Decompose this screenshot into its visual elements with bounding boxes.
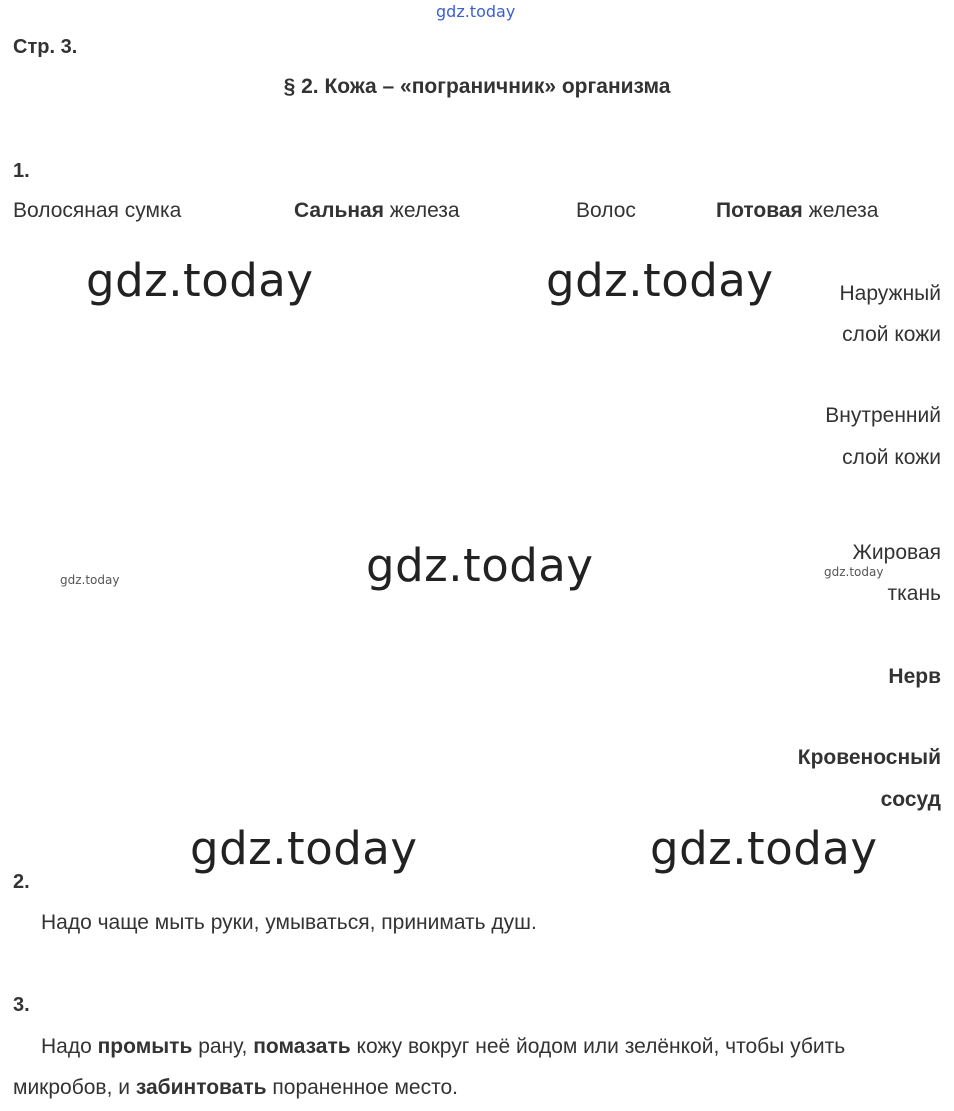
watermark-large: gdz.today — [366, 539, 594, 592]
text: кожу вокруг неё йодом или зелёнкой, чтобы убить — [350, 1035, 846, 1058]
label-outer-layer-2: слой кожи — [842, 323, 941, 346]
task-2-answer: Надо чаще мыть руки, умываться, принимать душ. — [41, 911, 537, 934]
task-3-number: 3. — [13, 994, 30, 1016]
text: Надо — [41, 1035, 98, 1058]
watermark-large: gdz.today — [86, 254, 314, 307]
text: пораненное место. — [266, 1076, 458, 1099]
label-sebaceous-rest: железа — [383, 199, 460, 222]
label-nerve: Нерв — [888, 665, 941, 688]
label-inner-layer-2: слой кожи — [842, 446, 941, 469]
watermark-large: gdz.today — [190, 822, 418, 875]
emphasis: забинтовать — [135, 1076, 267, 1099]
label-fat-tissue-1: Жировая — [852, 541, 941, 564]
page-reference: Стр. 3. — [13, 36, 78, 58]
label-blood-vessel-2: сосуд — [880, 788, 941, 811]
label-sweat-gland — [716, 199, 878, 223]
watermark-large: gdz.today — [546, 254, 774, 307]
text: рану, — [192, 1035, 254, 1058]
label-sebaceous-gland — [294, 199, 460, 223]
emphasis: помазать — [253, 1035, 351, 1058]
label-sebaceous-bold: Сальная — [294, 199, 384, 222]
label-fat-tissue-2: ткань — [887, 582, 941, 605]
text: микробов, и — [13, 1076, 136, 1099]
label-hair: Волос — [576, 199, 636, 222]
watermark-top: gdz.today — [436, 2, 516, 21]
label-hair-follicle: Волосяная сумка — [13, 199, 182, 222]
watermark-large: gdz.today — [650, 822, 878, 875]
task-2-number: 2. — [13, 871, 30, 893]
label-sweat-bold: Потовая — [716, 199, 803, 222]
task-1-number: 1. — [13, 160, 30, 182]
label-sweat-rest: железа — [802, 199, 879, 222]
task-3-answer-line-2 — [13, 1076, 458, 1100]
watermark-small: gdz.today — [60, 573, 120, 587]
emphasis: промыть — [97, 1035, 193, 1058]
label-outer-layer-1: Наружный — [839, 282, 941, 305]
label-inner-layer-1: Внутренний — [825, 404, 941, 427]
task-3-answer-line-1 — [41, 1035, 845, 1059]
page-title: § 2. Кожа – «пограничник» организма — [283, 75, 671, 98]
watermark-small: gdz.today — [824, 565, 884, 579]
label-blood-vessel-1: Кровеносный — [797, 746, 941, 769]
